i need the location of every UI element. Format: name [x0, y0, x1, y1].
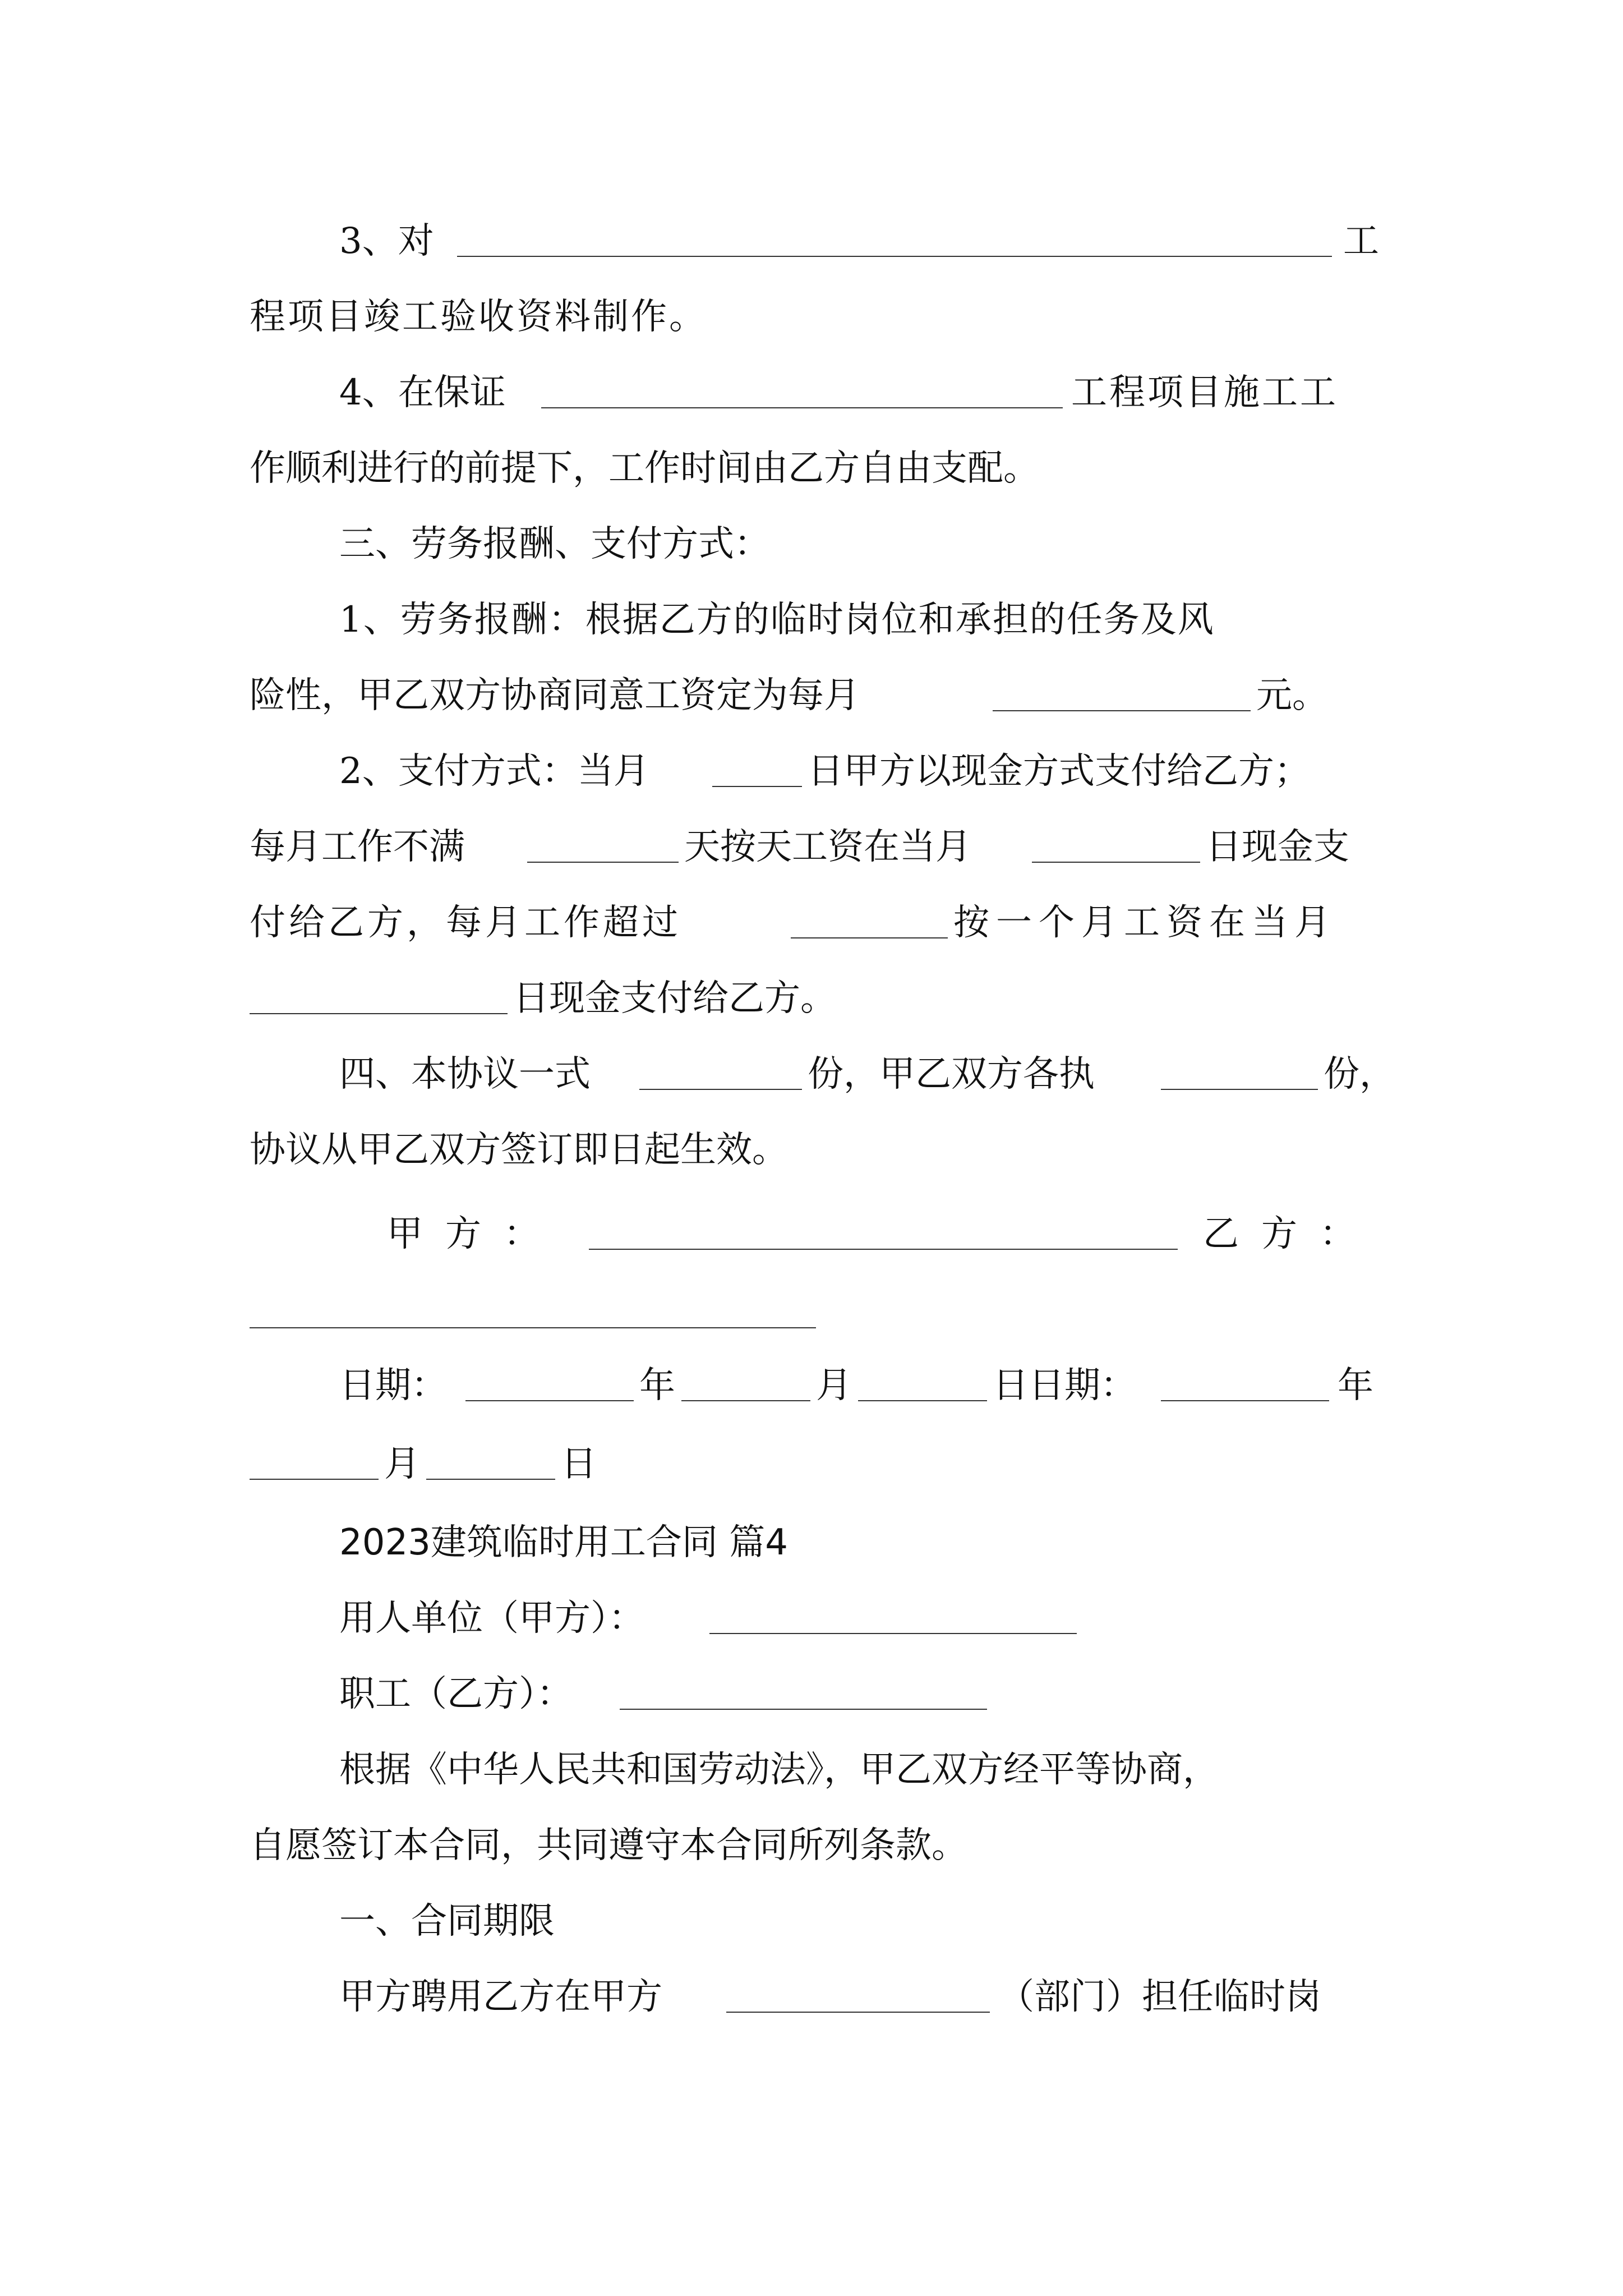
blank-underline	[858, 1400, 987, 1401]
line-22	[0, 1812, 1623, 1879]
line-2	[0, 283, 1623, 351]
line-19	[0, 1585, 1623, 1652]
blank-underline	[1161, 1400, 1329, 1401]
line-18	[0, 1509, 1623, 1576]
text-segment: 作顺利进行的前提下，工作时间由乙方自由支配。	[250, 448, 1039, 489]
line-20	[0, 1660, 1623, 1728]
employer-underline	[709, 1633, 1077, 1634]
text-segment: 协议从甲乙双方签订即日起生效。	[250, 1129, 788, 1171]
employee-underline	[620, 1709, 987, 1710]
text-segment: 险性，甲乙双方协商同意工资定为每月	[250, 675, 860, 716]
section-heading: 一、合同期限	[339, 1901, 555, 1942]
blank-underline	[1161, 1089, 1318, 1090]
line-4	[0, 435, 1623, 502]
line-3	[0, 359, 1623, 426]
text-segment: 年	[1338, 1365, 1373, 1406]
text-segment: 日甲方以现金方式支付给乙方；	[808, 751, 1310, 792]
text-segment: 元。	[1256, 675, 1328, 716]
employer-label: 用人单位（甲方）：	[339, 1598, 644, 1639]
text-segment: 日日期：	[993, 1365, 1136, 1406]
line-15	[0, 1279, 1623, 1346]
text-segment: 付给乙方，每月工作超过	[250, 902, 681, 944]
text-segment: 按一个月工资在当月	[953, 902, 1337, 944]
blank-underline	[681, 1400, 810, 1401]
text-segment: 日现金支付给乙方。	[513, 978, 836, 1019]
text-segment: 工程项目施工工	[1071, 372, 1338, 413]
party-a-label: 甲方：	[387, 1213, 562, 1255]
text-segment: 自愿签订本合同，共同遵守本合同所列条款。	[250, 1825, 967, 1866]
text-segment: 日	[561, 1443, 597, 1485]
blank-underline	[712, 786, 802, 787]
line-13	[0, 1116, 1623, 1184]
text-segment: 四、本协议一式	[339, 1053, 591, 1095]
line-5	[0, 510, 1623, 578]
text-segment: 份，	[1324, 1053, 1395, 1095]
line-7	[0, 662, 1623, 729]
blank-underline	[791, 937, 948, 938]
text-segment: 每月工作不满	[250, 826, 465, 868]
text-segment: 4、在保证	[339, 372, 506, 413]
text-segment: 3、对	[339, 220, 434, 262]
line-1	[0, 208, 1623, 275]
text-segment: 月	[384, 1443, 420, 1485]
text-segment: （部门）担任临时岗	[998, 1976, 1321, 2018]
blank-underline	[726, 2012, 990, 2013]
employee-label: 职工（乙方）：	[339, 1673, 573, 1715]
section-title: 2023建筑临时用工合同 篇4	[339, 1522, 788, 1563]
line-12	[0, 1041, 1623, 1108]
text-segment: 根据《中华人民共和国劳动法》，甲乙双方经平等协商，	[339, 1749, 1219, 1791]
signature-underline-party-a	[589, 1249, 1178, 1250]
line-10	[0, 889, 1623, 956]
line-17	[0, 1430, 1623, 1498]
line-11	[0, 965, 1623, 1032]
blank-underline	[457, 256, 1332, 257]
text-segment: 工	[1343, 220, 1379, 262]
text-segment: 程项目竣工验收资料制作。	[250, 296, 707, 338]
text-segment: 年	[639, 1365, 675, 1406]
line-6	[0, 586, 1623, 654]
blank-underline	[993, 710, 1251, 711]
blank-underline	[250, 1013, 508, 1014]
text-segment: 1、劳务报酬：根据乙方的临时岗位和承担的任务及风	[339, 599, 1215, 641]
text-segment: 日现金支	[1206, 826, 1349, 868]
line-23	[0, 1888, 1623, 1955]
line-16	[0, 1352, 1623, 1419]
blank-underline	[426, 1479, 555, 1480]
line-21	[0, 1736, 1623, 1803]
text-segment: 2、支付方式：当月	[339, 751, 649, 792]
text-segment: 甲方聘用乙方在甲方	[339, 1976, 662, 2018]
section-heading: 三、劳务报酬、支付方式：	[339, 523, 770, 565]
line-14	[0, 1200, 1623, 1268]
blank-underline	[639, 1089, 802, 1090]
party-b-label: 乙方：	[1203, 1213, 1378, 1255]
blank-underline	[465, 1400, 634, 1401]
text-segment: 份，甲乙双方各执	[808, 1053, 1095, 1095]
blank-underline	[541, 407, 1063, 408]
blank-underline	[527, 862, 679, 863]
date-label: 日期：	[339, 1365, 447, 1406]
line-8	[0, 738, 1623, 805]
text-segment: 天按天工资在当月	[684, 826, 971, 868]
blank-underline	[1032, 862, 1200, 863]
blank-underline	[250, 1479, 379, 1480]
signature-underline-party-b	[250, 1327, 816, 1328]
line-9	[0, 813, 1623, 881]
line-24	[0, 1963, 1623, 2031]
text-segment: 月	[816, 1365, 852, 1406]
